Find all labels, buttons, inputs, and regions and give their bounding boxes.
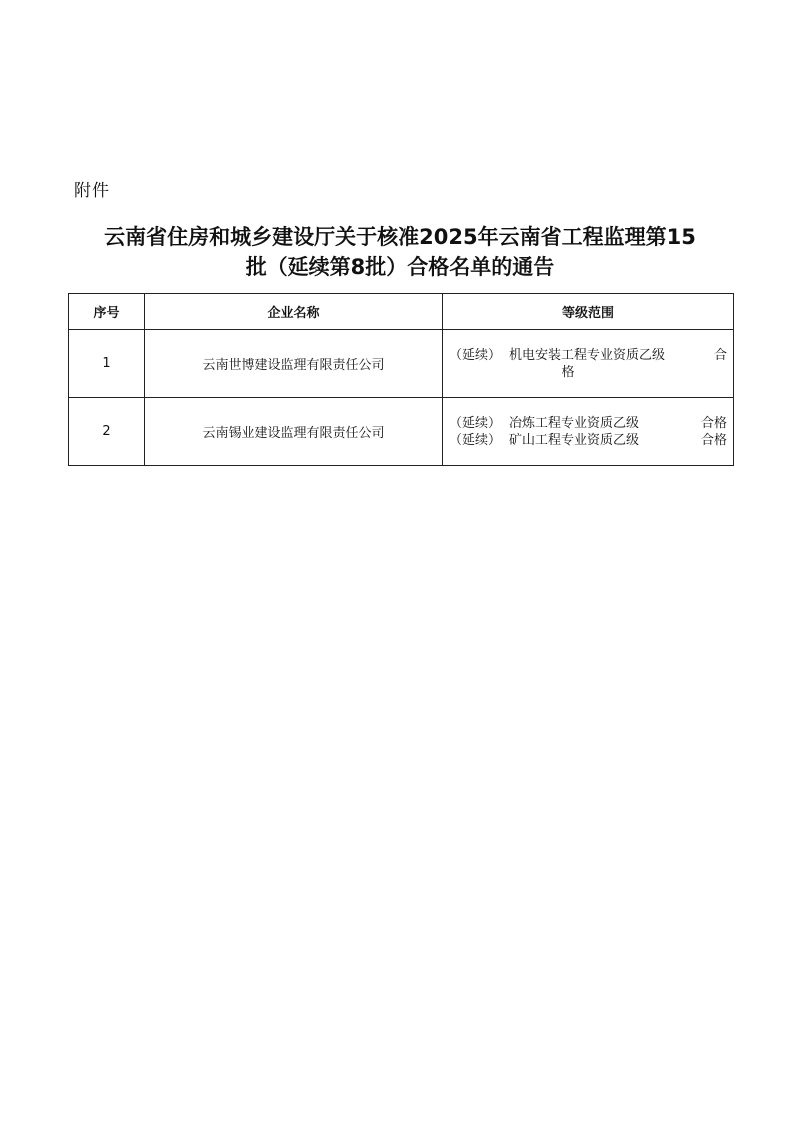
scope-result: 合 <box>713 347 727 363</box>
scope-result-wrap: 格 <box>561 364 575 380</box>
attachment-label: 附件 <box>74 181 110 201</box>
scope-extension: （延续） <box>449 347 502 363</box>
row-scope <box>443 398 734 466</box>
header-company: 企业名称 <box>145 294 443 330</box>
scope-result: 合格 <box>700 432 727 448</box>
table-row <box>69 398 734 466</box>
row-index: 1 <box>69 330 145 398</box>
scope-qualification: 冶炼工程专业资质乙级 <box>509 415 640 431</box>
header-scope: 等级范围 <box>443 294 734 330</box>
title-line-2: 批（延续第8批）合格名单的通告 <box>245 255 555 279</box>
row-scope <box>443 330 734 398</box>
scope-entry <box>449 432 727 449</box>
scope-qualification: 矿山工程专业资质乙级 <box>509 432 640 448</box>
scope-entry <box>449 415 727 432</box>
scope-entry <box>449 347 727 364</box>
header-index: 序号 <box>69 294 145 330</box>
scope-extension: （延续） <box>449 432 502 448</box>
table-header-row <box>69 294 734 330</box>
scope-extension: （延续） <box>449 415 502 431</box>
row-company: 云南锡业建设监理有限责任公司 <box>145 398 443 466</box>
title-line-1: 云南省住房和城乡建设厅关于核准2025年云南省工程监理第15 <box>104 225 696 249</box>
row-index: 2 <box>69 398 145 466</box>
table-row <box>69 330 734 398</box>
scope-result: 合格 <box>700 415 727 431</box>
scope-qualification: 机电安装工程专业资质乙级 <box>509 347 666 363</box>
document-title <box>60 222 740 282</box>
row-company: 云南世博建设监理有限责任公司 <box>145 330 443 398</box>
qualified-list-table <box>68 293 734 466</box>
